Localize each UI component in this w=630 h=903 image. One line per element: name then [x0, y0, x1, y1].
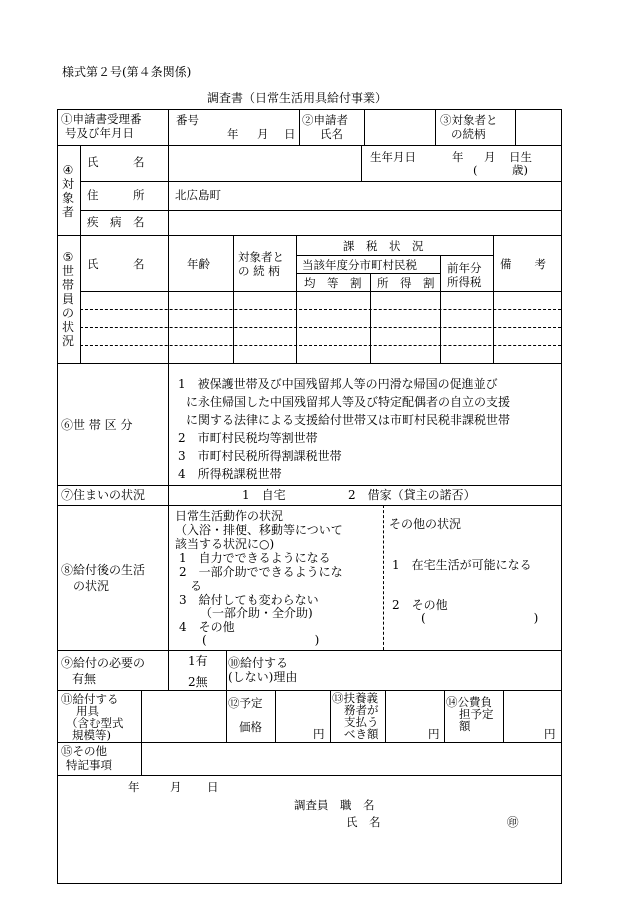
- applicant-label: ②申請者: [302, 113, 348, 127]
- relation-label-2: の続柄: [451, 127, 486, 141]
- adl-line: 該当する状況に○): [175, 537, 275, 551]
- receipt-label-2: 号及び年月日: [65, 126, 134, 140]
- prev-income-tax-header: 前年分: [447, 261, 482, 275]
- housing-option-own: 1 自宅: [242, 488, 286, 502]
- remarks-label: ⑮その他: [61, 744, 107, 758]
- col-divider: [80, 145, 81, 363]
- birth-day: 日生: [509, 150, 532, 164]
- row-divider: [57, 690, 562, 691]
- household-vertical-label: ⑤ 世 帯 員 の 状 況: [61, 250, 74, 348]
- footer-year: 年: [128, 780, 140, 794]
- equipment-label-4: 規模等): [72, 728, 111, 742]
- col-divider: [385, 690, 386, 742]
- adl-line: 1 自力でできるようになる: [179, 551, 331, 565]
- disease-label: 疾 病 名: [87, 215, 145, 229]
- relation-label: ③対象者と: [440, 113, 498, 127]
- col-divider: [168, 650, 169, 690]
- row-divider: [80, 210, 562, 211]
- household-category-item: 3 市町村民税所得割課税世帯: [178, 449, 342, 463]
- member-name-header: 氏 名: [87, 257, 145, 271]
- row-divider: [57, 485, 562, 486]
- seal-mark: ㊞: [507, 815, 519, 829]
- housing-label: ⑦住まいの状況: [61, 488, 146, 502]
- adl-line: （一部介助・全介助): [200, 606, 313, 620]
- member-relation-header: 対象者と: [238, 250, 284, 264]
- planned-price-label-2: 価格: [239, 720, 262, 734]
- dashed-row-line: [80, 327, 561, 328]
- other-status-line: 1 在宅生活が可能になる: [392, 558, 532, 572]
- age-field: ( 歳): [473, 163, 528, 177]
- investigator-title-label: 調査員 職 名: [294, 798, 375, 812]
- number-label: 番号: [176, 113, 199, 127]
- row-divider: [80, 291, 562, 292]
- row-divider: [57, 650, 562, 651]
- necessity-label: ⑨給付の必要の: [61, 656, 146, 670]
- dashed-row-line: [80, 309, 561, 310]
- equipment-label-3: （含む型式: [66, 716, 124, 730]
- receipt-year: 年: [227, 127, 239, 141]
- col-divider: [226, 650, 227, 690]
- address-value: 北広島町: [175, 188, 221, 202]
- yen-unit: 円: [313, 727, 325, 741]
- equal-share-header: 均 等 割: [304, 276, 362, 290]
- col-divider: [361, 145, 362, 181]
- notes-header: 備 考: [500, 257, 546, 271]
- col-divider: [226, 690, 227, 742]
- row-divider: [57, 145, 562, 146]
- col-divider: [299, 109, 300, 145]
- col-divider: [370, 273, 371, 363]
- border-right: [561, 109, 562, 884]
- household-category-item: に永住帰国した中国残留邦人等及び特定配偶者の自立の支援: [186, 395, 511, 409]
- col-divider: [444, 690, 445, 742]
- support-duty-label-3: 支払う: [344, 715, 379, 729]
- adl-line: 2 一部介助でできるようにな: [179, 565, 343, 579]
- support-duty-label-4: べき額: [344, 727, 379, 741]
- document-title: 調査書（日常生活用具給付事業）: [207, 91, 388, 105]
- col-divider: [364, 109, 365, 145]
- equipment-label: ⑪給付する: [61, 692, 119, 706]
- footer-day: 日: [207, 780, 219, 794]
- applicant-label-2: 氏名: [320, 127, 343, 141]
- birth-month: 月: [484, 150, 496, 164]
- border-bottom: [57, 883, 562, 884]
- municipal-tax-header: 当該年度分市町村民税: [302, 258, 417, 272]
- member-age-header: 年齢: [187, 257, 210, 271]
- necessity-yes: 1有: [188, 654, 208, 668]
- name-label: 氏 名: [87, 155, 145, 169]
- household-category-item: 4 所得税課税世帯: [178, 467, 282, 481]
- adl-line: 3 給付しても変わらない: [179, 593, 319, 607]
- support-duty-label: ⑬扶養義: [332, 691, 378, 705]
- col-divider: [515, 109, 516, 145]
- adl-line: ( ): [202, 633, 320, 647]
- tax-status-header: 課 税 状 況: [343, 239, 424, 253]
- income-share-header: 所 得 割: [377, 276, 435, 290]
- border-left: [57, 109, 58, 884]
- household-category-label: ⑥世 帯 区 分: [61, 418, 133, 432]
- household-category-item: 1 被保護世帯及び中国残留邦人等の円滑な帰国の促進並び: [178, 377, 498, 391]
- target-person-vertical-label: ④ 対 象 者: [61, 163, 74, 219]
- reason-label-2: (しない)理由: [228, 670, 298, 684]
- adl-line: 日常生活動作の状況: [175, 509, 284, 523]
- row-divider: [57, 235, 562, 236]
- post-benefit-life-label-2: の状況: [73, 579, 110, 593]
- dashed-row-line: [80, 345, 561, 346]
- footer-month: 月: [170, 780, 182, 794]
- member-relation-header-2: の 続 柄: [238, 264, 280, 278]
- support-duty-label-2: 務者が: [344, 703, 379, 717]
- col-divider: [435, 109, 436, 145]
- col-divider: [141, 690, 142, 742]
- household-category-item: に関する法律による支援給付世帯又は市町村民税非課税世帯: [186, 413, 511, 427]
- birth-year: 年: [452, 150, 464, 164]
- col-divider: [330, 690, 331, 742]
- birthdate-label: 生年月日: [370, 150, 416, 164]
- row-divider: [57, 775, 562, 776]
- col-divider: [168, 109, 169, 235]
- adl-line: 4 その他: [179, 620, 235, 634]
- col-divider: [233, 235, 234, 363]
- public-burden-label-2: 担予定: [459, 707, 494, 721]
- col-divider: [503, 690, 504, 742]
- post-benefit-life-label: ⑧給付後の生活: [61, 563, 146, 577]
- planned-price-label: ⑫予定: [228, 696, 263, 710]
- necessity-no: 2無: [188, 675, 208, 689]
- other-status-line: ( ): [421, 611, 539, 625]
- other-status-line: 2 その他: [392, 598, 448, 612]
- receipt-month: 月: [257, 127, 269, 141]
- public-burden-label-3: 額: [459, 719, 471, 733]
- equipment-label-2: 用具: [76, 704, 99, 718]
- other-status-title: その他の状況: [389, 517, 462, 531]
- public-burden-label: ⑭公費負: [446, 695, 492, 709]
- address-label: 住 所: [87, 188, 145, 202]
- row-divider: [296, 255, 494, 256]
- form-number: 様式第２号(第４条関係): [62, 65, 192, 79]
- row-divider: [80, 181, 562, 182]
- adl-line: る: [190, 579, 203, 593]
- row-divider: [57, 363, 562, 364]
- investigator-name-label: 氏 名: [346, 815, 381, 829]
- reason-label: ⑩給付する: [228, 656, 289, 670]
- necessity-label-2: 有無: [72, 672, 97, 686]
- col-divider: [168, 235, 169, 363]
- col-divider: [141, 742, 142, 775]
- border-top: [57, 109, 562, 110]
- prev-income-tax-header-2: 所得税: [447, 275, 482, 289]
- adl-line: （入浴・排便、移動等について: [175, 523, 343, 537]
- receipt-day: 日: [284, 127, 296, 141]
- row-divider: [57, 742, 562, 743]
- row-divider: [57, 505, 562, 506]
- yen-unit: 円: [428, 727, 440, 741]
- receipt-label: ①申請書受理番: [61, 112, 142, 126]
- row-divider: [296, 273, 441, 274]
- yen-unit: 円: [544, 727, 556, 741]
- household-category-item: 2 市町村民税均等割世帯: [178, 431, 318, 445]
- housing-option-rent: 2 借家（貸主の諾否）: [348, 488, 476, 502]
- dashed-col-line: [383, 505, 384, 650]
- col-divider: [275, 690, 276, 742]
- col-divider: [168, 363, 169, 650]
- remarks-label-2: 特記事項: [66, 758, 112, 772]
